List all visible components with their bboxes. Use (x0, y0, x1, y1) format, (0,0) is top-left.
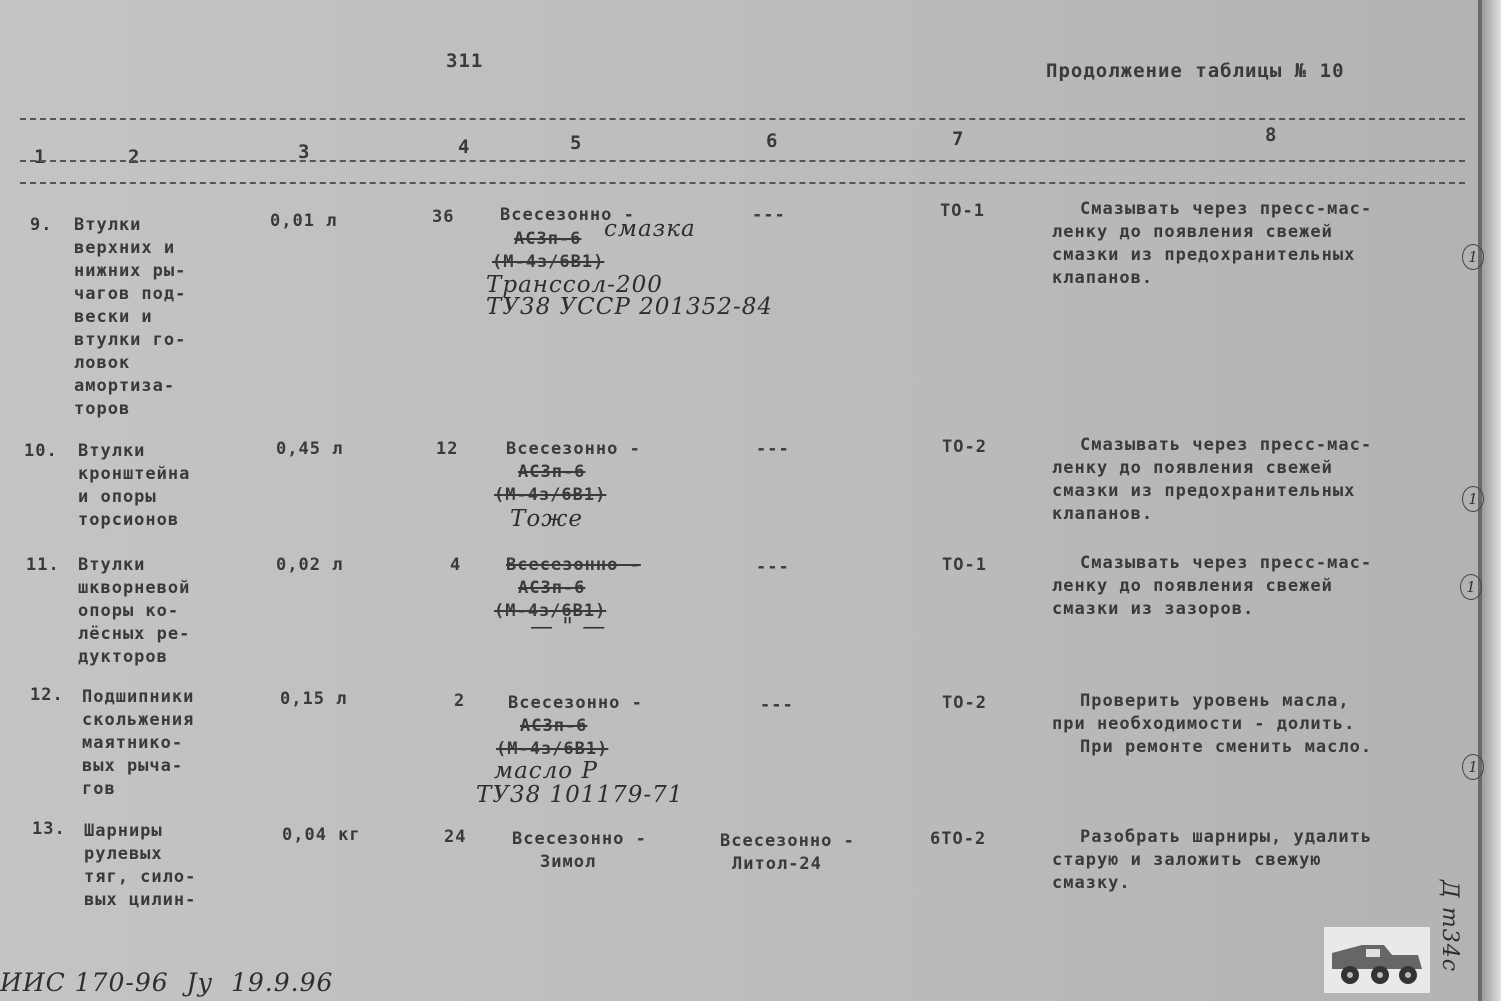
item-name-line: вых рыча- (82, 756, 184, 776)
item-name-line: Втулки (78, 441, 146, 461)
table-continuation-title: Продолжение таблицы № 10 (1046, 60, 1345, 82)
service-period: 6ТО-2 (930, 829, 987, 849)
col-num-8: 8 (1265, 124, 1278, 146)
struck-lubricant-code: (М-4з/6В1) (492, 252, 605, 272)
alt-lubricant: --- (756, 439, 790, 459)
header-rule-top (20, 118, 1465, 120)
handwritten-correction: ТУ38 101179-71 (476, 782, 684, 808)
lubricant: Всесезонно - (500, 205, 635, 225)
instruction-line: смазки из предохранительных (1052, 245, 1356, 265)
revision-mark: 1 (1460, 574, 1482, 600)
quantity: 0,04 кг (282, 825, 361, 845)
instruction-line: смазку. (1052, 873, 1131, 893)
row-number: 9. (30, 215, 53, 235)
points-count: 36 (432, 207, 455, 227)
instruction-line: Смазывать через пресс-мас- (1080, 435, 1373, 455)
lubricant: Всесезонно - (512, 829, 647, 849)
instruction-line: ленку до появления свежей (1052, 222, 1333, 242)
item-name-line: амортиза- (74, 376, 176, 396)
points-count: 12 (436, 439, 459, 459)
item-name-line: торсионов (78, 510, 180, 530)
points-count: 4 (450, 555, 462, 575)
handwritten-footer-note: ИИС 170-96 Jу 19.9.96 (0, 968, 334, 997)
handwritten-correction: смазка (604, 216, 696, 242)
instruction-line: Разобрать шарниры, удалить (1080, 827, 1373, 847)
item-name-line: кронштейна (78, 464, 191, 484)
item-name-line: и опоры (78, 487, 157, 507)
instruction-line: ленку до появления свежей (1052, 576, 1333, 596)
instruction-line: смазки из предохранительных (1052, 481, 1356, 501)
revision-mark: 1 (1462, 754, 1484, 780)
service-period: ТО-1 (940, 201, 985, 221)
instruction-line: при необходимости - долить. (1052, 714, 1356, 734)
handwritten-correction: Транссол-200 (486, 272, 663, 298)
item-name-line: верхних и (74, 238, 176, 258)
instruction-line: Проверить уровень масла, (1080, 691, 1350, 711)
service-period: ТО-1 (942, 555, 987, 575)
item-name-line: тяг, сило- (84, 867, 197, 887)
item-name-line: ловок (74, 353, 131, 373)
quantity: 0,02 л (276, 555, 344, 575)
row-number: 13. (32, 819, 66, 839)
item-name-line: шкворневой (78, 578, 191, 598)
col-num-4: 4 (458, 136, 471, 158)
instruction-line: клапанов. (1052, 268, 1154, 288)
col-num-7: 7 (952, 128, 965, 150)
col-num-3: 3 (298, 141, 311, 163)
handwritten-correction: ТУ38 УССР 201352-84 (486, 294, 773, 320)
item-name-line: вески и (74, 307, 153, 327)
row-number: 12. (30, 685, 64, 705)
lubricant: Всесезонно - (506, 555, 641, 575)
row-number: 11. (26, 555, 60, 575)
instruction-line: старую и заложить свежую (1052, 850, 1322, 870)
item-name-line: Шарниры (84, 821, 163, 841)
handwritten-correction: — " — (530, 614, 607, 640)
instruction-line: Смазывать через пресс-мас- (1080, 553, 1373, 573)
item-name-line: вых цилин- (84, 890, 197, 910)
alt-lubricant: --- (756, 557, 790, 577)
struck-lubricant: АСЗп-6 (520, 716, 588, 736)
service-period: ТО-2 (942, 437, 987, 457)
item-name-line: дукторов (78, 647, 168, 667)
struck-lubricant-code: (М-4з/6В1) (496, 739, 609, 759)
handwritten-correction: масло Р (494, 758, 598, 784)
page-number: 311 (446, 50, 484, 72)
struck-lubricant-code: (М-4з/6В1) (494, 601, 607, 621)
item-name-line: нижних ры- (74, 261, 187, 281)
revision-mark: 1 (1462, 244, 1484, 270)
quantity: 0,01 л (270, 211, 338, 231)
struck-lubricant: АСЗп-6 (514, 229, 582, 249)
revision-mark: 1 (1462, 486, 1484, 512)
quantity: 0,45 л (276, 439, 344, 459)
col-num-6: 6 (766, 130, 779, 152)
alt-lubricant: Всесезонно - (720, 831, 855, 851)
header-rule-bottom (20, 160, 1465, 162)
lubricant: Всесезонно - (508, 693, 643, 713)
item-name-line: Втулки (78, 555, 146, 575)
service-period: ТО-2 (942, 693, 987, 713)
truck-stamp-icon (1322, 925, 1432, 995)
item-name-line: Подшипники (82, 687, 195, 707)
col-num-2: 2 (128, 146, 141, 168)
instruction-line: Смазывать через пресс-мас- (1080, 199, 1373, 219)
instruction-line: смазки из зазоров. (1052, 599, 1255, 619)
item-name-line: гов (82, 779, 116, 799)
handwritten-correction: Тоже (510, 506, 583, 532)
item-name-line: втулки го- (74, 330, 187, 350)
item-name-line: маятнико- (82, 733, 184, 753)
row-number: 10. (24, 441, 58, 461)
instruction-line: клапанов. (1052, 504, 1154, 524)
struck-lubricant-code: (М-4з/6В1) (494, 485, 607, 505)
lubricant-name: Зимол (540, 852, 597, 872)
quantity: 0,15 л (280, 689, 348, 709)
struck-lubricant: АСЗп-6 (518, 578, 586, 598)
points-count: 24 (444, 827, 467, 847)
item-name-line: Втулки (74, 215, 142, 235)
item-name-line: скольжения (82, 710, 195, 730)
instruction-line: ленку до появления свежей (1052, 458, 1333, 478)
instruction-line: При ремонте сменить масло. (1080, 737, 1373, 757)
points-count: 2 (454, 691, 466, 711)
item-name-line: торов (74, 399, 131, 419)
lubricant: Всесезонно - (506, 439, 641, 459)
handwritten-side-note: Д т34с (1437, 880, 1462, 973)
col-num-1: 1 (34, 146, 47, 168)
alt-lubricant: --- (752, 205, 786, 225)
header-rule-lower (20, 182, 1465, 184)
struck-lubricant: АСЗп-6 (518, 462, 586, 482)
alt-lubricant-name: Литол-24 (732, 854, 822, 874)
item-name-line: рулевых (84, 844, 163, 864)
col-num-5: 5 (570, 132, 583, 154)
page-edge (1482, 0, 1501, 1001)
item-name-line: опоры ко- (78, 601, 180, 621)
item-name-line: лёсных ре- (78, 624, 191, 644)
item-name-line: чагов под- (74, 284, 187, 304)
alt-lubricant: --- (760, 695, 794, 715)
